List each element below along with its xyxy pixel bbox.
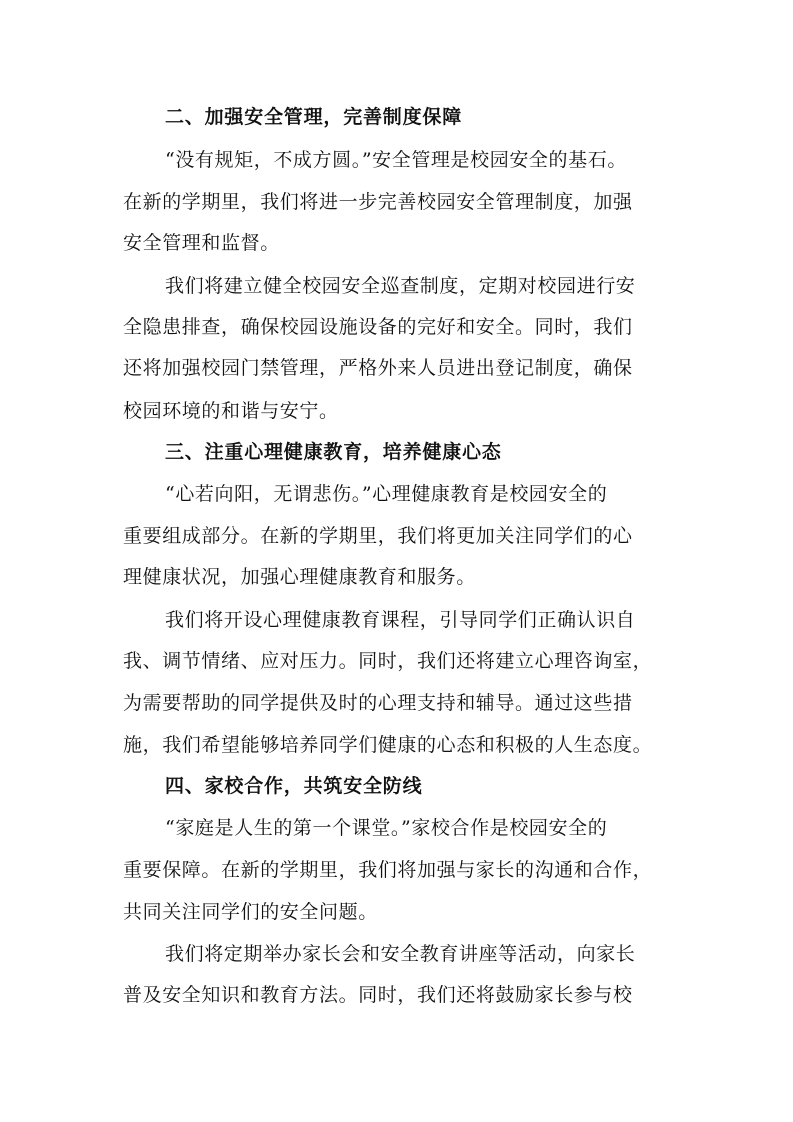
paragraph-line: 共同关注同学们的安全问题。 [123, 901, 378, 923]
paragraph-line: 在新的学期里，我们将进一步完善校园安全管理制度，加强 [123, 191, 633, 213]
paragraph-line: 重要组成部分。在新的学期里，我们将更加关注同学们的心 [123, 525, 633, 547]
paragraph-line: 施，我们希望能够培养同学们健康的心态和积极的人生态度。 [123, 734, 653, 756]
paragraph-line: 我、调节情绪、应对压力。同时，我们还将建立心理咨询室， [123, 650, 653, 672]
paragraph-line: 校园环境的和谐与安宁。 [123, 400, 339, 422]
paragraph-line: “心若向阳，无谓悲伤。”心理健康教育是校园安全的 [165, 483, 608, 505]
paragraph-line: 重要保障。在新的学期里，我们将加强与家长的沟通和合作， [123, 859, 653, 881]
paragraph-line: 我们将定期举办家长会和安全教育讲座等活动，向家长 [165, 943, 636, 965]
paragraph-line: 普及安全知识和教育方法。同时，我们还将鼓励家长参与校 [123, 984, 633, 1006]
paragraph-line: 为需要帮助的同学提供及时的心理支持和辅导。通过这些措 [123, 692, 633, 714]
section-heading-4: 四、家校合作，共筑安全防线 [165, 775, 423, 797]
paragraph-line: “没有规矩，不成方圆。”安全管理是校园安全的基石。 [165, 149, 627, 171]
paragraph-line: 全隐患排查，确保校园设施设备的完好和安全。同时，我们 [123, 316, 633, 338]
section-heading-2: 二、加强安全管理，完善制度保障 [165, 106, 463, 128]
paragraph-line: “家庭是人生的第一个课堂。”家校合作是校园安全的 [165, 817, 608, 839]
paragraph-line: 还将加强校园门禁管理，严格外来人员进出登记制度，确保 [123, 357, 633, 379]
paragraph-line: 理健康状况，加强心理健康教育和服务。 [123, 566, 476, 588]
paragraph-line: 我们将建立健全校园安全巡查制度，定期对校园进行安 [165, 275, 636, 297]
paragraph-line: 安全管理和监督。 [123, 232, 280, 254]
section-heading-3: 三、注重心理健康教育，培养健康心态 [165, 441, 502, 463]
paragraph-line: 我们将开设心理健康教育课程，引导同学们正确认识自 [165, 609, 636, 631]
